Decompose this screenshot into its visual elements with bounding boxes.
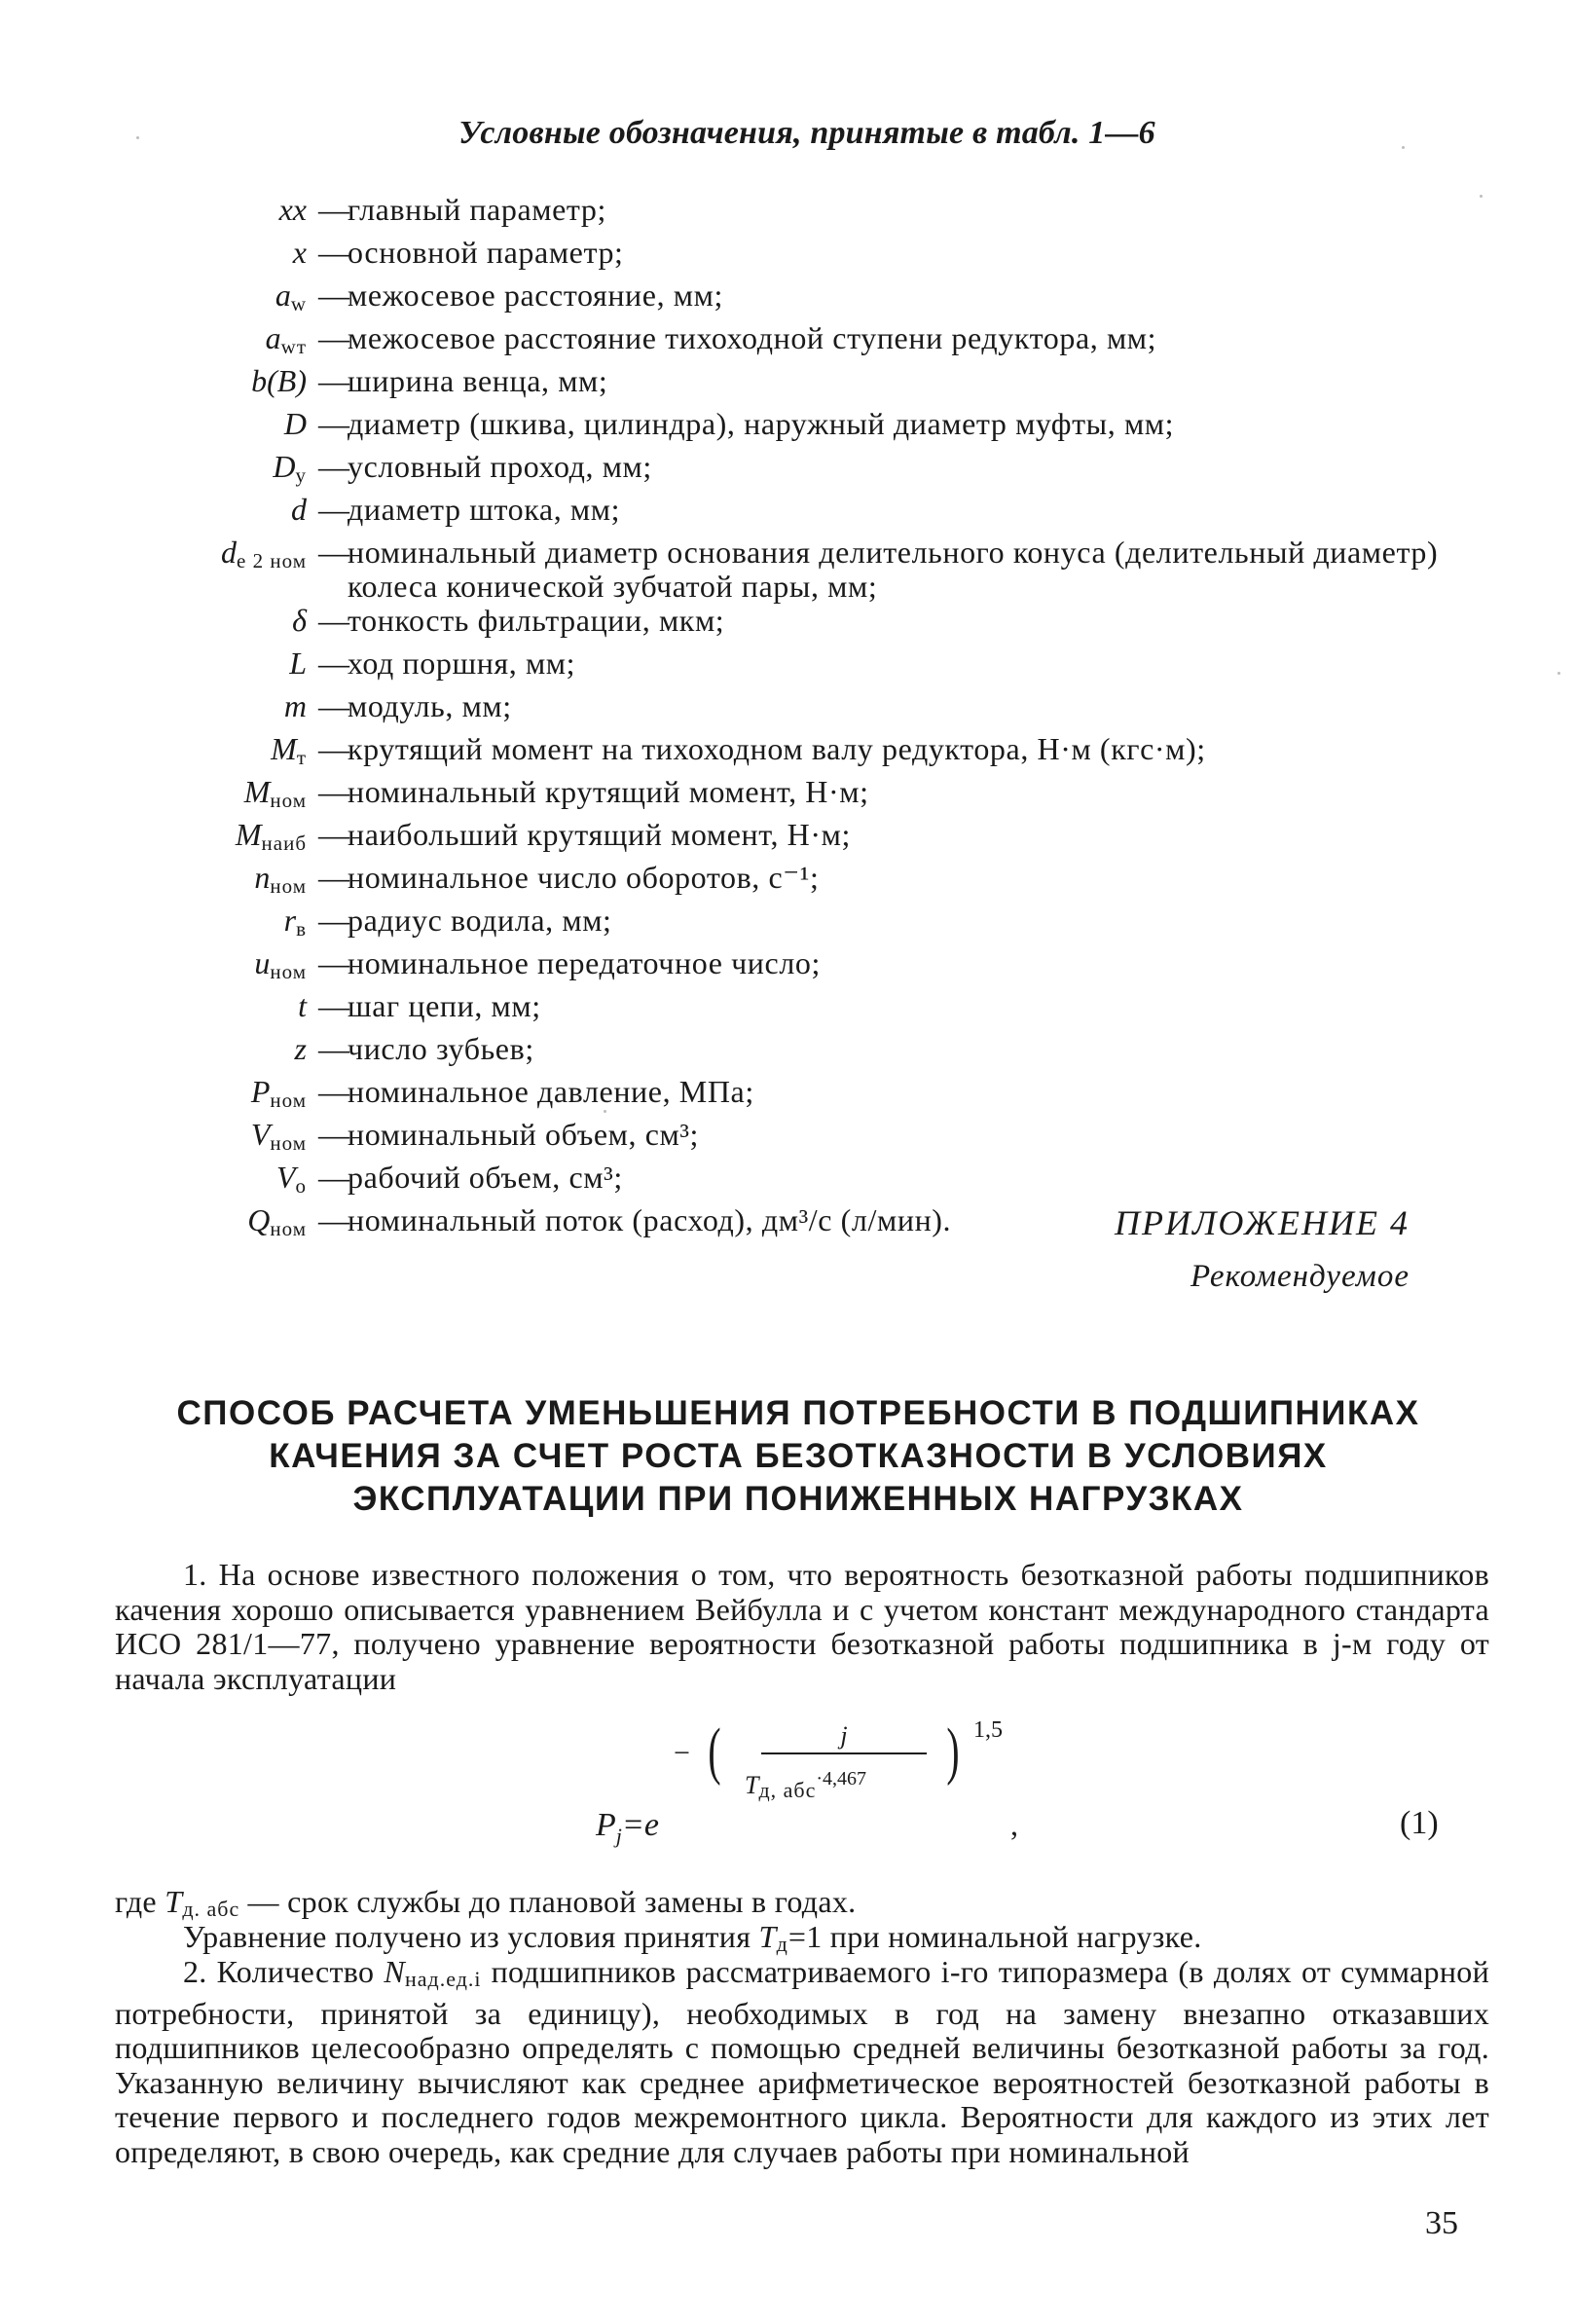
symbol-dash: — <box>318 1202 349 1237</box>
symbol-row <box>146 1161 1489 1203</box>
symbol-dash: — <box>318 320 349 355</box>
symbol-dash: — <box>318 1117 349 1152</box>
symbol-description: номинальное передаточное число; <box>348 945 821 980</box>
symbol-key: $D_у$ <box>273 449 307 487</box>
paragraph-equation-note: Уравнение получено из условия принятия Tд=1 при номинальной нагрузке. <box>183 1919 1202 1956</box>
symbol-dash: — <box>318 860 349 895</box>
symbol-key: $Q_{ном}$ <box>247 1202 307 1240</box>
formula-number: (1) <box>1400 1805 1439 1841</box>
symbol-row <box>146 818 1489 861</box>
page-number: 35 <box>1425 2205 1458 2241</box>
symbol-description: шаг цепи, мм; <box>348 988 541 1023</box>
symbol-dash: — <box>318 603 349 638</box>
symbol-key: xx <box>278 192 307 227</box>
formula-denominator: Tд, абс$^{\cdot 4,467}$ <box>745 1768 867 1802</box>
symbol-row <box>146 946 1489 989</box>
symbol-row <box>146 1032 1489 1075</box>
appendix-status: Рекомендуемое <box>1190 1259 1410 1294</box>
symbol-key: b(B) <box>251 363 307 398</box>
symbol-row <box>146 278 1489 321</box>
symbol-dash: — <box>318 945 349 980</box>
formula-left-paren: ( <box>708 1715 721 1787</box>
symbol-dash: — <box>318 646 349 681</box>
symbol-dash: — <box>318 731 349 766</box>
symbol-row <box>146 904 1489 946</box>
symbol-key: δ <box>292 603 307 638</box>
symbol-description: межосевое расстояние, мм; <box>348 277 723 313</box>
speck <box>1480 195 1483 198</box>
symbol-row <box>146 450 1489 493</box>
symbol-description: номинальное число оборотов, с⁻¹; <box>348 860 820 895</box>
symbol-row <box>146 493 1489 535</box>
symbol-description: наибольший крутящий момент, Н·м; <box>348 817 851 852</box>
symbol-description: номинальный поток (расход), дм³/с (л/мин). <box>348 1202 952 1237</box>
symbol-dash: — <box>318 363 349 398</box>
symbol-description: ширина венца, мм; <box>348 363 608 398</box>
formula-numerator: j <box>761 1721 927 1754</box>
symbol-row <box>146 689 1489 732</box>
symbol-row <box>146 321 1489 364</box>
symbol-dash: — <box>318 1031 349 1066</box>
symbol-description: диаметр штока, мм; <box>348 492 621 527</box>
symbol-key: $M_{ном}$ <box>243 774 307 812</box>
symbol-row <box>146 1118 1489 1161</box>
symbol-row <box>146 732 1489 775</box>
formula-comma: , <box>1010 1807 1018 1842</box>
speck <box>1557 672 1560 675</box>
symbol-dash: — <box>318 277 349 313</box>
symbol-description: крутящий момент на тихоходном валу редуктора, Н·м (кгс·м); <box>348 731 1206 766</box>
paragraph-where: где Tд. абс — срок службы до плановой замены в годах. <box>115 1884 857 1921</box>
symbol-key: $r_в$ <box>283 903 307 941</box>
symbol-row <box>146 193 1489 236</box>
symbol-row <box>146 646 1489 689</box>
formula-right-paren: ) <box>946 1715 960 1787</box>
formula-lhs: $P_j=e$ <box>596 1807 659 1848</box>
symbol-key: d <box>291 492 307 527</box>
symbol-description: число зубьев; <box>348 1031 534 1066</box>
symbol-description: номинальный крутящий момент, Н·м; <box>348 774 869 809</box>
symbol-dash: — <box>318 1160 349 1195</box>
symbol-description: ход поршня, мм; <box>348 646 576 681</box>
symbol-key: L <box>289 646 307 681</box>
title-line-2: КАЧЕНИЯ ЗА СЧЕТ РОСТА БЕЗОТКАЗНОСТИ В УСЛОВИЯХ <box>269 1437 1328 1475</box>
symbol-dash: — <box>318 1074 349 1109</box>
symbol-key: $M_т$ <box>271 731 307 769</box>
symbol-description: межосевое расстояние тихоходной ступени редуктора, мм; <box>348 320 1157 355</box>
speck <box>604 1110 606 1113</box>
title-line-1: СПОСОБ РАСЧЕТА УМЕНЬШЕНИЯ ПОТРЕБНОСТИ В ПОДШИПНИКАХ <box>176 1394 1420 1432</box>
symbol-key: $d_{e 2 ном}$ <box>221 535 307 572</box>
symbol-dash: — <box>318 688 349 723</box>
symbol-description: радиус водила, мм; <box>348 903 612 938</box>
symbol-row <box>146 989 1489 1032</box>
symbol-row <box>146 775 1489 818</box>
symbol-key: $V_о$ <box>275 1160 307 1198</box>
speck <box>1402 146 1405 149</box>
appendix-number: ПРИЛОЖЕНИЕ 4 <box>1115 1203 1410 1242</box>
paragraph-2: 2. Количество Nнад.ед.i подшипников рассматриваемого i-го типоразмера (в долях от суммарной потребности, принятой за единицу), необходимых в год на замену внезапно отказавших подшипников целесообразно определять с помощью средней величины безотказной работы за год. Указанную величину вычисляют как среднее арифметическое вероятностей безотказной работы в течение первого и последнего годов межремонтного цикла. Вероятности для каждого из этих лет определяют, в свою очередь, как средние для случаев работы при номинальной <box>115 1954 1489 2169</box>
symbol-description: диаметр (шкива, цилиндра), наружный диаметр муфты, мм; <box>348 406 1175 441</box>
symbol-description: основной параметр; <box>348 235 624 270</box>
symbol-row <box>146 236 1489 278</box>
formula-1 <box>545 1714 1499 1848</box>
symbols-list <box>146 193 1489 1246</box>
symbol-dash: — <box>318 988 349 1023</box>
symbol-key: D <box>283 406 307 441</box>
symbol-key: $n_{ном}$ <box>254 860 307 898</box>
symbol-description: модуль, мм; <box>348 688 512 723</box>
symbol-key: m <box>283 688 307 723</box>
symbol-key: $u_{ном}$ <box>254 945 307 983</box>
symbol-dash: — <box>318 774 349 809</box>
formula-minus: − <box>674 1737 690 1769</box>
symbol-dash: — <box>318 235 349 270</box>
symbol-key: x <box>292 235 307 270</box>
appendix-label <box>1115 1202 1410 1295</box>
symbol-description: главный параметр; <box>348 192 606 227</box>
symbol-dash: — <box>318 535 349 570</box>
symbol-dash: — <box>318 406 349 441</box>
section-title <box>117 1392 1480 1521</box>
speck <box>136 136 139 139</box>
symbol-description: номинальное давление, МПа; <box>348 1074 754 1109</box>
symbol-description: номинальный объем, см³; <box>348 1117 700 1152</box>
symbol-row <box>146 364 1489 407</box>
symbol-key: $M_{наиб}$ <box>235 817 307 855</box>
symbol-description: тонкость фильтрации, мкм; <box>348 603 725 638</box>
symbol-dash: — <box>318 192 349 227</box>
formula-exponent: 1,5 <box>973 1717 1003 1743</box>
symbol-dash: — <box>318 492 349 527</box>
symbol-dash: — <box>318 449 349 484</box>
symbol-key: z <box>294 1031 307 1066</box>
symbol-key: $a_{wт}$ <box>265 320 307 358</box>
paragraph-1: 1. На основе известного положения о том, что вероятность безотказной работы подшипников качения хорошо описывается уравнением Вейбулла и с учетом констант международного стандарта ИСО 281/1—77, получено уравнение вероятности безотказной работы подшипника в j-м году от начала эксплуатации <box>115 1557 1489 1696</box>
symbol-row <box>146 604 1489 646</box>
symbol-row <box>146 407 1489 450</box>
symbol-key: $V_{ном}$ <box>250 1117 307 1155</box>
title-line-3: ЭКСПЛУАТАЦИИ ПРИ ПОНИЖЕННЫХ НАГРУЗКАХ <box>352 1480 1244 1518</box>
table-legend-heading: Условные обозначения, принятые в табл. 1—6 <box>458 115 1155 151</box>
symbol-key: t <box>298 988 307 1023</box>
symbol-key: $P_{ном}$ <box>250 1074 307 1112</box>
symbol-row <box>146 1075 1489 1118</box>
symbol-row <box>146 861 1489 904</box>
symbol-row <box>146 535 1489 604</box>
symbol-dash: — <box>318 903 349 938</box>
symbol-description: условный проход, мм; <box>348 449 652 484</box>
symbol-dash: — <box>318 817 349 852</box>
symbol-description: рабочий объем, см³; <box>348 1160 623 1195</box>
symbol-key: $a_w$ <box>275 277 307 315</box>
symbol-description: номинальный диаметр основания делительного конуса (делительный диаметр) колеса конической зубчатой пары, мм; <box>348 535 1439 604</box>
